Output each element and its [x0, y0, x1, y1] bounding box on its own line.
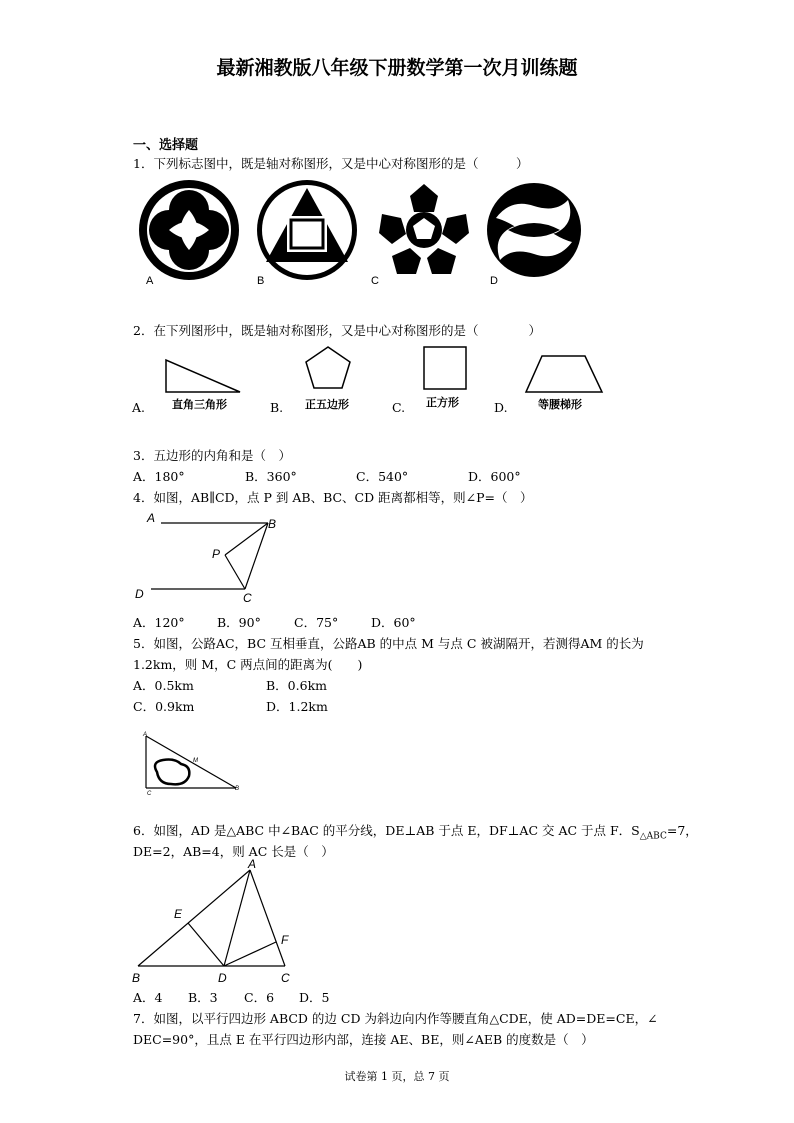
q6-point-e: E	[174, 907, 183, 921]
q4-point-d: D	[135, 587, 144, 601]
q4-option-b: B．90°	[217, 615, 261, 630]
logo-a-icon	[139, 180, 239, 280]
q6-point-c: C	[281, 971, 290, 985]
q2-shape-figures	[130, 342, 610, 417]
q3-option-c: C．540°	[356, 469, 409, 484]
question-7-stem-line2: DEC=90°，且点 E 在平行四边形内部，连接 AE、BE，则∠AEB 的度数是（ ）	[133, 1032, 594, 1047]
logo-c-icon	[379, 184, 469, 274]
q6-point-f: F	[281, 933, 289, 947]
q5-option-c: C．0.9km	[133, 699, 195, 714]
right-triangle-shape	[166, 360, 240, 392]
q2-caption-a: 直角三角形	[172, 398, 227, 411]
page-title: 最新湘教版八年级下册数学第一次月训练题	[216, 57, 578, 79]
question-5-stem-line1: 5．如图，公路AC，BC 互相垂直，公路AB 的中点 M 与点 C 被湖隔开，若测得AM 的长为	[133, 636, 644, 651]
question-3-stem: 3．五边形的内角和是（ ）	[133, 448, 291, 463]
q2-caption-c: 正方形	[426, 396, 459, 409]
section-heading: 一、选择题	[133, 138, 199, 153]
q2-label-a: A.	[132, 400, 146, 415]
question-2-stem: 2．在下列图形中，既是轴对称图形，又是中心对称图形的是（ ）	[133, 323, 541, 338]
question-6-stem-line2: DE=2，AB=4，则 AC 长是（ ）	[133, 844, 334, 859]
q5-point-b: B	[235, 786, 240, 792]
question-1-stem: 1．下列标志图中，既是轴对称图形，又是中心对称图形的是（ ）	[133, 156, 529, 171]
q1-logo-figures	[136, 178, 586, 290]
q6-area-subscript: △ABC	[639, 831, 667, 842]
q6-option-c: C．6	[244, 990, 275, 1005]
logo-d-icon	[487, 183, 581, 277]
q4-point-a: A	[147, 511, 156, 525]
square-shape	[424, 347, 466, 389]
question-7-stem-line1: 7．如图，以平行四边形 ABCD 的边 CD 为斜边向内作等腰直角△CDE，使 AD=DE=CE，∠	[133, 1011, 658, 1026]
q1-label-b: B	[257, 275, 265, 287]
page-footer: 试卷第 1 页，总 7 页	[344, 1070, 450, 1083]
q5-point-c: C	[147, 791, 152, 797]
q5-lake-figure	[133, 728, 253, 803]
q2-label-d: D.	[494, 400, 508, 415]
q6-point-d: D	[218, 971, 227, 985]
isosceles-trapezoid-shape	[526, 356, 602, 392]
q5-option-d: D．1.2km	[266, 699, 328, 714]
q5-point-a: A	[143, 732, 148, 738]
q1-label-c: C	[371, 275, 379, 287]
q4-option-c: C．75°	[294, 615, 339, 630]
question-4-stem: 4．如图，AB∥CD，点 P 到 AB、BC、CD 距离都相等，则∠P=（ ）	[133, 490, 533, 505]
question-5-stem-line2: 1.2km，则 M，C 两点间的距离为( )	[133, 657, 363, 672]
q1-label-d: D	[490, 275, 498, 287]
q6-stem-text: 6．如图，AD 是△ABC 中∠BAC 的平分线，DE⊥AB 于点 E，DF⊥AC 交 AC 于点 F．S	[133, 823, 640, 838]
q2-label-b: B.	[270, 400, 284, 415]
q2-caption-d: 等腰梯形	[538, 398, 582, 411]
q3-option-a: A．180°	[133, 469, 185, 484]
q5-point-m: M	[193, 758, 198, 764]
q5-option-b: B．0.6km	[266, 678, 327, 693]
q4-point-b: B	[268, 517, 277, 531]
q1-label-a: A	[146, 275, 154, 287]
q3-option-b: B．360°	[245, 469, 297, 484]
question-6-stem-line1	[133, 821, 698, 842]
q3-option-d: D．600°	[468, 469, 521, 484]
q4-option-a: A．120°	[133, 615, 185, 630]
q6-option-d: D．5	[299, 990, 330, 1005]
q4-parallel-lines-figure	[133, 508, 293, 608]
q4-point-p: P	[212, 547, 221, 561]
q4-option-d: D．60°	[371, 615, 416, 630]
pentagon-shape	[306, 347, 350, 388]
q2-label-c: C.	[392, 400, 406, 415]
q6-point-b: B	[132, 971, 141, 985]
q2-caption-b: 正五边形	[305, 398, 349, 411]
q6-triangle-figure	[130, 858, 300, 986]
logo-b-icon	[257, 180, 357, 280]
q5-option-a: A．0.5km	[133, 678, 194, 693]
q4-point-c: C	[243, 591, 252, 605]
q6-option-a: A．4	[133, 990, 163, 1005]
q6-option-b: B．3	[188, 990, 218, 1005]
q6-stem-end: =7，	[666, 823, 698, 838]
lake-shape	[155, 760, 189, 785]
q6-point-a: A	[248, 858, 257, 871]
